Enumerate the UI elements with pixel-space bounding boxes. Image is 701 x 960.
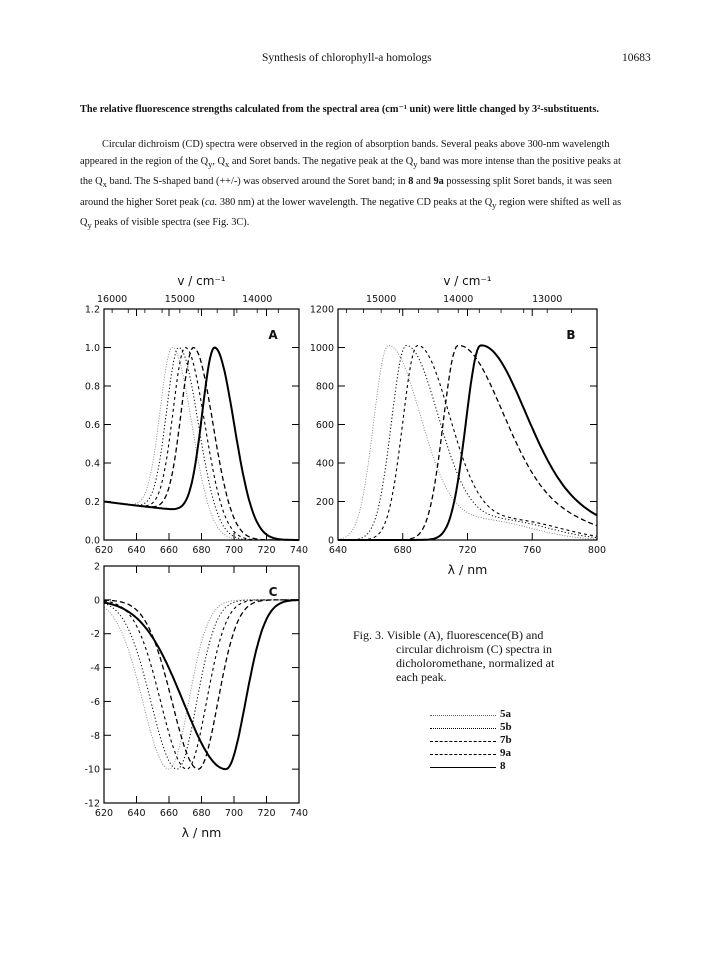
panel-c-xtick-label: 660: [159, 808, 179, 819]
panel-a-xtick-label: 740: [289, 545, 309, 556]
panel-a-top-tick-label: 16000: [97, 294, 128, 305]
panel-c-xlabel: λ / nm: [181, 825, 222, 840]
panel-b-top-tick-label: 15000: [366, 294, 397, 305]
panel-b-series-8: [338, 345, 597, 540]
panel-b-series-5b: [338, 346, 597, 541]
panel-c-xtick-label: 680: [192, 808, 211, 819]
legend-line-5b: [430, 728, 496, 729]
legend-entry-7b: 7b: [430, 734, 530, 747]
panel-c-ytick-label: -2: [90, 629, 100, 641]
panel-b-ytick-label: 800: [315, 381, 334, 393]
panel-b-series-7b: [338, 346, 597, 541]
panel-c-xtick-label: 640: [127, 808, 146, 819]
panel-c-ytick-label: -10: [84, 764, 100, 776]
panel-a-ytick-label: 0.0: [84, 535, 100, 547]
figure-caption: Fig. 3. Visible (A), fluorescence(B) and circular dichroism (C) spectra in dicholoromethane, normalized at each peak.: [353, 628, 555, 684]
panel-a-top-tick-label: 14000: [242, 294, 273, 305]
legend-entry-9a: 9a: [430, 747, 530, 760]
panel-c-ytick-label: -4: [90, 663, 100, 675]
panel-b-xtick-label: 680: [393, 545, 412, 556]
panel-a-xtick-label: 680: [192, 545, 211, 556]
panel-b-series-5a: [338, 346, 597, 540]
panel-c-xtick-label: 720: [257, 808, 276, 819]
panel-b-ytick-label: 0: [327, 535, 334, 547]
panel-b-xtick-label: 720: [458, 545, 477, 556]
panel-c-ytick-label: 2: [93, 561, 100, 573]
panel-a-xtick-label: 640: [127, 545, 146, 556]
panel-a-top-tick-label: 15000: [164, 294, 195, 305]
page-number: 10683: [622, 52, 651, 64]
panel-c-label: C: [268, 585, 278, 599]
panel-b-top-tick-label: 13000: [532, 294, 563, 305]
panel-c-xtick-label: 740: [289, 808, 309, 819]
panel-a-ytick-label: 0.2: [84, 497, 100, 508]
panel-b-ytick-label: 400: [315, 458, 334, 470]
legend-entry-5a: 5a: [430, 708, 530, 721]
panel-b-ytick-label: 1200: [309, 304, 334, 316]
panel-a-xtick-label: 700: [224, 545, 244, 556]
panel-b-xtick-label: 640: [328, 545, 348, 556]
panel-c-xtick-label: 700: [224, 808, 244, 819]
panel-a-xtick-label: 660: [159, 545, 179, 556]
legend-entry-8: 8: [430, 760, 530, 773]
panel-a-label: A: [268, 328, 278, 342]
panel-c-ytick-label: -8: [90, 730, 100, 742]
legend-line-9a: [430, 754, 496, 755]
panel-c-ytick-label: 0: [93, 595, 100, 607]
panel-a-ytick-label: 1.0: [84, 343, 100, 354]
panel-b-xlabel: λ / nm: [447, 562, 488, 577]
panel-b-top-tick-label: 14000: [443, 294, 474, 305]
panel-a-ytick-label: 1.2: [84, 304, 100, 316]
panel-b-xtick-label: 800: [587, 545, 607, 556]
panel-b-ytick-label: 600: [315, 420, 334, 431]
paragraph-circular-dichroism: Circular dichroism (CD) spectra were observed in the region of absorption bands. Several peaks above 300-nm wavelength appeared in the region of the $Q_y$, $Q_x$ and Soret bands. The negative peak at the $Q_y$ band was more intense than the positive peaks at the $Q_x$ band. The S-shaped band (++/-) was observed around the Soret band; in 8 and 9a possessing split Soret bands, it was seen around the higher Soret peak (ca. 380 nm) at the lower wavelength. The negative CD peaks at the $Q_y$ region were shifted as well as $Q_y$ peaks of visible spectra (see Fig. 3C).: [80, 139, 622, 230]
legend-line-8: [430, 767, 496, 768]
panel-b-xtick-label: 760: [523, 545, 542, 556]
panel-b-series-9a: [338, 345, 597, 540]
panel-a-ytick-label: 0.6: [84, 420, 100, 431]
panel-b-ytick-label: 1000: [309, 343, 334, 354]
legend-line-7b: [430, 741, 496, 742]
legend-line-5a: [430, 715, 496, 716]
panel-b-label: B: [566, 328, 576, 342]
panel-c-ytick-label: -12: [84, 798, 100, 810]
panel-c-xtick-label: 620: [94, 808, 114, 819]
paragraph-fluorescence: The relative fluorescence strengths calculated from the spectral area (cm⁻¹ unit) were little changed by 3²-substituents.: [80, 104, 599, 115]
panel-c-series-8: [104, 600, 299, 769]
panel-a-series-5b: [104, 348, 299, 540]
figure-legend: [430, 708, 530, 773]
panel-a-xtick-label: 620: [94, 545, 114, 556]
running-header-title: Synthesis of chlorophyll-a homologs: [262, 52, 432, 64]
panel-a-ytick-label: 0.8: [84, 381, 100, 393]
panel-b-frame: [338, 309, 597, 540]
legend-entry-5b: 5b: [430, 721, 530, 734]
panel-a-ytick-label: 0.4: [84, 458, 100, 470]
panel-b-top-axis-label: v / cm⁻¹: [443, 274, 492, 288]
panel-b-ytick-label: 200: [315, 497, 334, 508]
panel-a-xtick-label: 720: [257, 545, 276, 556]
panel-c-ytick-label: -6: [90, 696, 100, 708]
panel-a-top-axis-label: v / cm⁻¹: [177, 274, 226, 288]
